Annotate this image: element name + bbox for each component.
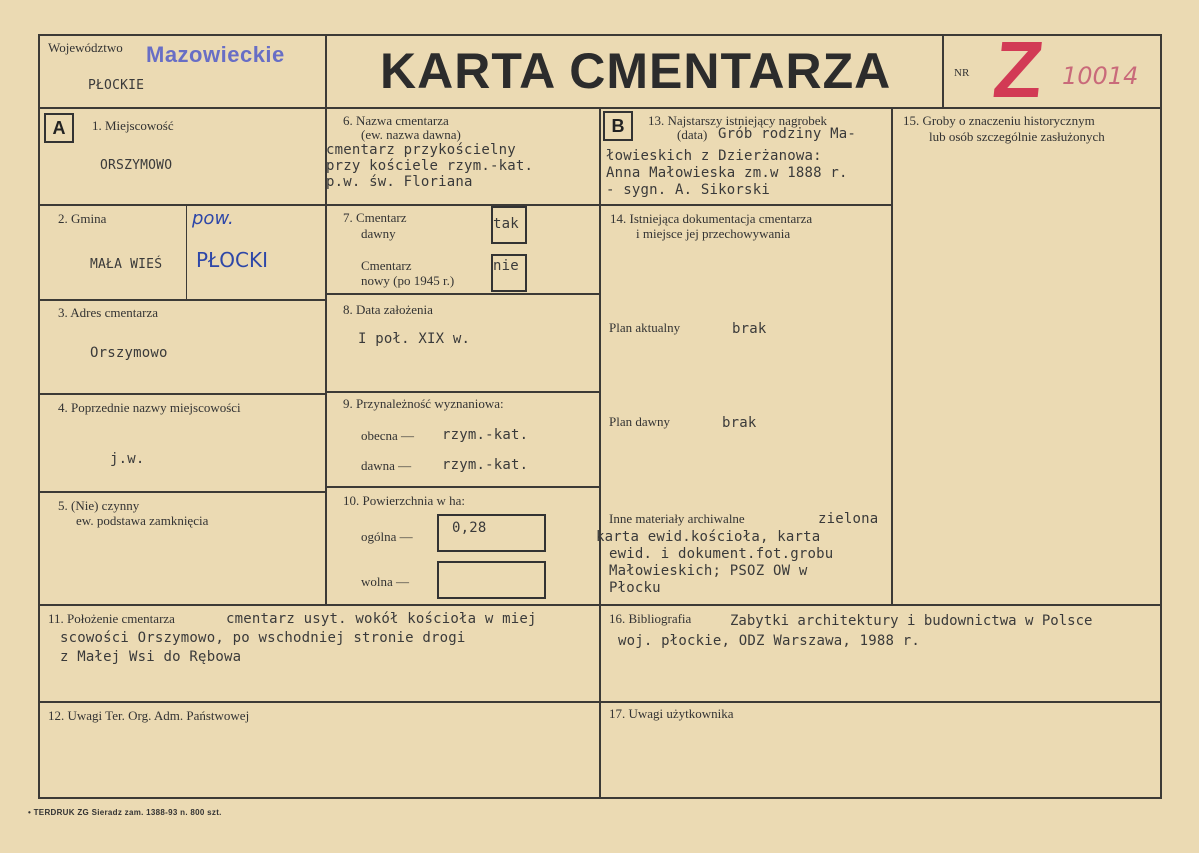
f14-inne-line-4: Małowieskich; PSOZ OW w — [609, 563, 808, 579]
f6-line-1: cmentarz przykościelny — [326, 142, 516, 158]
f15-label-1: 15. Groby o znaczeniu historycznym — [903, 113, 1095, 128]
f4-label: 4. Poprzednie nazwy miejscowości — [58, 400, 241, 415]
section-b-letter: B — [603, 111, 633, 141]
f17-label: 17. Uwagi użytkownika — [609, 706, 734, 721]
f7-label-3: Cmentarz — [361, 258, 412, 273]
row-line-b3 — [325, 391, 601, 393]
card-title: KARTA CMENTARZA — [380, 43, 892, 99]
f14-plan-dawny-label: Plan dawny — [609, 414, 671, 429]
f14-inne-label: Inne materiały archiwalne — [609, 511, 745, 526]
f16-line-1: Zabytki architektury i budownictwa w Polsce — [730, 613, 1093, 629]
f7-box2-value: nie — [493, 258, 519, 274]
f14-inne-line-5: Płocku — [609, 580, 661, 596]
f16-line-2: woj. płockie, ODZ Warszawa, 1988 r. — [618, 633, 921, 649]
wojewodztwo-stamp: Mazowieckie — [146, 42, 285, 67]
f12-label: 12. Uwagi Ter. Org. Adm. Państwowej — [48, 708, 250, 723]
f6-label-2: (ew. nazwa dawna) — [361, 127, 461, 142]
row-line-a4 — [38, 491, 327, 493]
row-line-bottom-1 — [38, 604, 1162, 606]
row-line-a2 — [38, 299, 327, 301]
nr-letter: Z — [989, 25, 1048, 114]
gmina-divider — [186, 204, 187, 299]
f7-label-2: dawny — [361, 226, 396, 241]
frame-right — [1160, 34, 1162, 799]
f11-line-1: cmentarz usyt. wokół kościoła w miej — [226, 611, 537, 627]
f14-plan-dawny-value: brak — [722, 415, 757, 431]
f9-obecna-label: obecna — — [361, 428, 415, 443]
frame-left — [38, 34, 40, 799]
f15-label-2: lub osób szczególnie zasłużonych — [929, 129, 1105, 144]
f3-label: 3. Adres cmentarza — [58, 305, 158, 320]
header-divider-1 — [325, 34, 327, 108]
f1-value: ORSZYMOWO — [100, 158, 173, 173]
f10-ogolna-value: 0,28 — [452, 520, 487, 536]
f7-box1-value: tak — [493, 216, 519, 232]
f13-label-2: (data) — [677, 127, 708, 142]
frame-top — [38, 34, 1162, 36]
row-line-a1 — [38, 204, 327, 206]
f13-label-1: 13. Najstarszy istniejący nagrobek — [648, 113, 828, 128]
f6-line-2: przy kościele rzym.-kat. — [326, 158, 534, 174]
f6-label-1: 6. Nazwa cmentarza — [343, 113, 449, 128]
row-line-a3 — [38, 393, 327, 395]
f7-label-1: 7. Cmentarz — [343, 210, 407, 225]
nr-number: 10014 — [1062, 62, 1139, 90]
f10-wolna-label: wolna — — [361, 574, 410, 589]
f14-label-1: 14. Istniejąca dokumentacja cmentarza — [610, 211, 813, 226]
f9-obecna-value: rzym.-kat. — [442, 427, 529, 443]
printer-footer: • TERDRUK ZG Sieradz zam. 1388-93 n. 800 szt. — [28, 808, 222, 817]
f14-plan-aktualny-value: brak — [732, 321, 767, 337]
f13-line-4: - sygn. A. Sikorski — [606, 182, 770, 198]
row-line-b2 — [325, 293, 601, 295]
f7-label-4: nowy (po 1945 r.) — [361, 273, 455, 288]
f2-label: 2. Gmina — [58, 211, 107, 226]
row-line-bottom-2 — [38, 701, 1162, 703]
section-a-letter: A — [44, 113, 74, 143]
f5-label-2: ew. podstawa zamknięcia — [76, 513, 209, 528]
f11-line-2: scowości Orszymowo, po wschodniej stronie drogi — [60, 630, 466, 646]
f14-plan-aktualny-label: Plan aktualny — [609, 320, 681, 335]
col-divider-2 — [599, 107, 601, 797]
header-divider-2 — [942, 34, 944, 108]
f4-value: j.w. — [110, 451, 145, 467]
f10-ogolna-label: ogólna — — [361, 529, 413, 544]
f6-line-3: p.w. św. Floriana — [326, 174, 473, 190]
f5-label-1: 5. (Nie) czynny — [58, 498, 140, 513]
col-divider-3 — [891, 107, 893, 604]
f9-dawna-value: rzym.-kat. — [442, 457, 529, 473]
f3-value: Orszymowo — [90, 345, 168, 361]
f9-dawna-label: dawna — — [361, 458, 412, 473]
f14-inne-line-1: zielona — [818, 511, 879, 527]
nr-label: NR — [954, 67, 970, 79]
f13-line-2: łowieskich z Dzierżanowa: — [606, 148, 822, 164]
f8-label: 8. Data założenia — [343, 302, 433, 317]
f11-line-3: z Małej Wsi do Rębowa — [60, 649, 242, 665]
f10-wolna-box — [437, 561, 546, 599]
f11-label: 11. Położenie cmentarza — [48, 611, 175, 626]
f14-inne-line-2: karta ewid.kościoła, karta — [596, 529, 821, 545]
f16-label: 16. Bibliografia — [609, 611, 692, 626]
f10-label: 10. Powierzchnia w ha: — [343, 493, 466, 508]
f14-label-2: i miejsce jej przechowywania — [636, 226, 791, 241]
f13-line-3: Anna Małowieska zm.w 1888 r. — [606, 165, 848, 181]
f1-label: 1. Miejscowość — [92, 118, 174, 133]
f13-line-1: Grób rodziny Ma- — [718, 126, 857, 142]
row-line-c1 — [599, 204, 893, 206]
row-line-b1 — [325, 204, 601, 206]
frame-bottom — [38, 797, 1162, 799]
row-line-b4 — [325, 486, 601, 488]
f2-value: MAŁA WIEŚ — [90, 257, 163, 272]
f14-inne-line-3: ewid. i dokument.fot.grobu — [609, 546, 834, 562]
wojewodztwo-typed: PŁOCKIE — [88, 78, 145, 93]
f2-pow-label: pow. — [192, 208, 234, 229]
f9-label: 9. Przynależność wyznaniowa: — [343, 396, 504, 411]
f2-pow-value: PŁOCKI — [196, 248, 269, 272]
f8-value: I poł. XIX w. — [358, 331, 471, 347]
wojewodztwo-label: Województwo — [48, 40, 123, 55]
